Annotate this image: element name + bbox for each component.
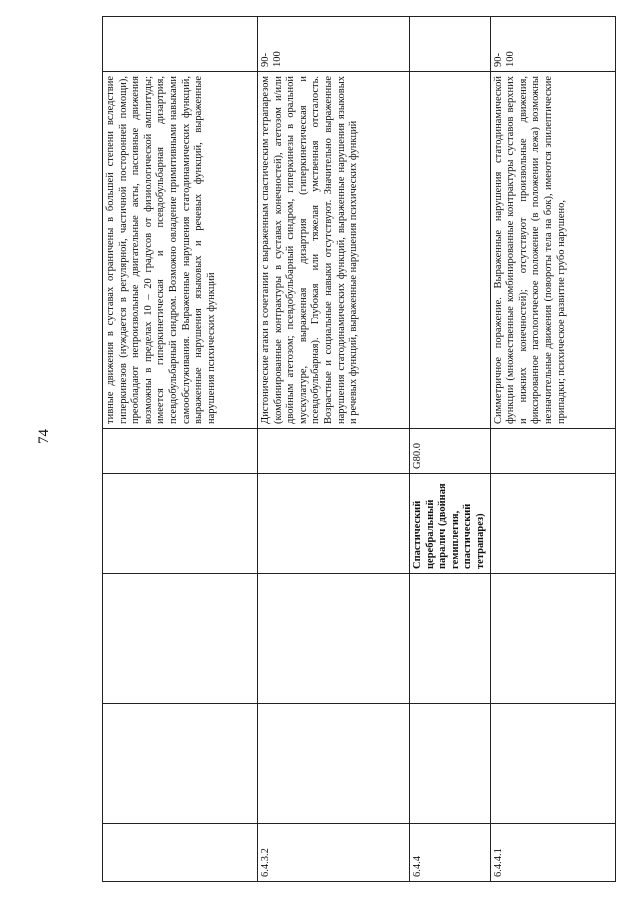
description-cell: Симметричное поражение. Выраженные нарушения статодинамической функции (множественные комбинированные контрактуры суставов верхних и нижних конечностей); отсутствуют произвольные движения, фиксированное патологическое положение (в положении лежа) возможны незначительные движения (повороты тела на бок), имеются эпилептические припадки; психическое развитие грубо нарушено, [490,72,615,429]
icd-cell: G80.0 [410,429,491,474]
empty-cell [410,574,491,704]
empty-cell [490,574,615,704]
rotated-table-container [102,17,612,882]
percent-cell [410,17,491,72]
empty-cell [103,574,258,704]
icd-cell [258,429,410,474]
empty-cell [258,704,410,824]
name-cell: Спастический церебральный паралич (двойная гемиплегия, спастический тетрапарез) [410,474,491,574]
disability-criteria-table [102,16,616,882]
description-cell: Дистонические атаки в сочетании с выраженным спастическим тетрапарезом (комбинированные контрактуры в суставах конечностей), атетозом и/или двойным атетозом; псевдобульбарный синдром, гиперкинезы в оральной мускулатуре, выраженная дизартрия (гиперкинетическая и псевдобульбарная). Глубокая или тяжелая умственная отсталость. Возрастные и социальные навыки отсутствуют. Значительно выраженные нарушения статодинамических функций, выраженные нарушения языковых и речевых функций, выраженные нарушения психических функций [258,72,410,429]
empty-cell [103,704,258,824]
percent-cell [103,17,258,72]
name-cell [490,474,615,574]
icd-cell [103,429,258,474]
empty-cell [490,704,615,824]
description-cell [410,72,491,429]
empty-cell [410,704,491,824]
code-cell [103,824,258,882]
code-cell: 6.4.4 [410,824,491,882]
table-row [258,17,410,882]
code-cell: 6.4.3.2 [258,824,410,882]
table-row [103,17,258,882]
code-cell: 6.4.4.1 [490,824,615,882]
name-cell [103,474,258,574]
page-number: 74 [36,429,52,444]
name-cell [258,474,410,574]
percent-cell: 90- 100 [490,17,615,72]
icd-cell [490,429,615,474]
table-row [410,17,491,882]
percent-cell: 90- 100 [258,17,410,72]
table-row [490,17,615,882]
empty-cell [258,574,410,704]
description-cell: тивные движения в суставах ограничены в большей степени вследствие гиперкинезов (нуждается в регулярной, частичной посторонней помощи), преобладают непроизвольные двигательные акты, пассивные движения возможны в пределах 10 – 20 градусов от физиологической амплитуды; имеется гиперкинетическая и псевдобульбарная дизартрия, псевдобульбарный синдром. Возможно овладение примитивными навыками самообслуживания. Выраженные нарушения статодинамических функций, выраженные нарушения языковых и речевых функций, выраженные нарушения психических функций [103,72,258,429]
